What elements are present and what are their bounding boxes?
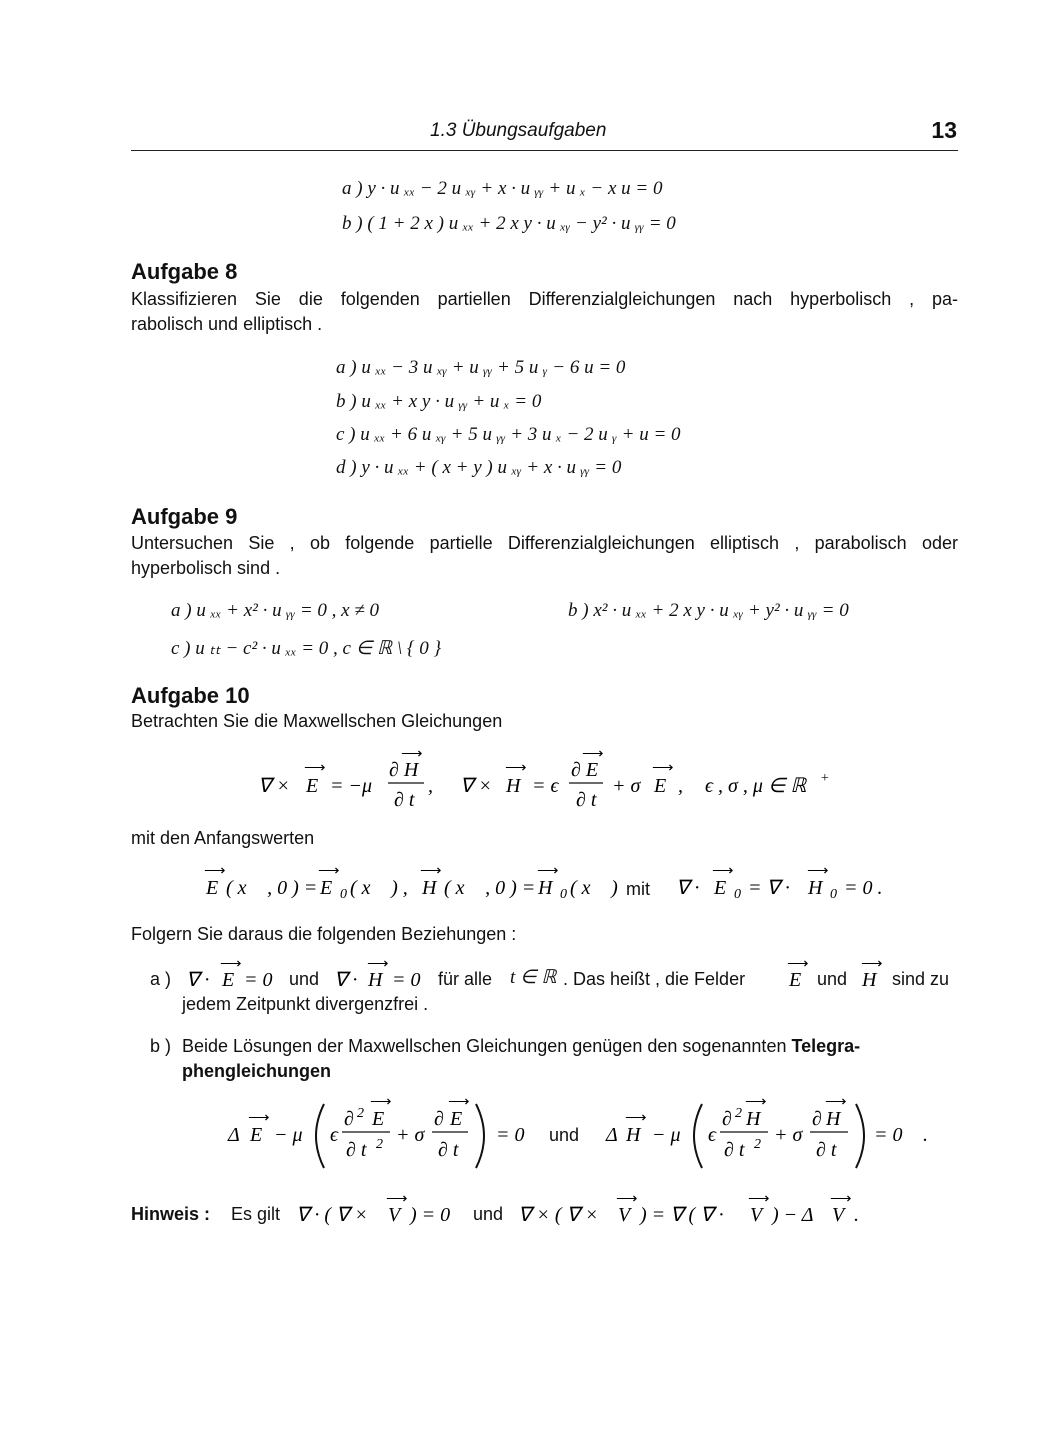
svg-text:H: H <box>808 877 823 899</box>
svg-text:∇ ·: ∇ · <box>676 877 700 899</box>
svg-text:∇ ·: ∇ · <box>186 969 210 991</box>
svg-text:Δ: Δ <box>606 1124 618 1146</box>
svg-text:E: E <box>654 775 667 797</box>
svg-text:V: V <box>388 1204 401 1226</box>
page-number: 13 <box>931 117 957 143</box>
item-a-H-vector <box>858 958 884 992</box>
svg-text:( x⃗ , 0 ) =: ( x⃗ , 0 ) = <box>226 877 318 899</box>
maxwell-equations <box>250 748 870 818</box>
svg-text:V: V <box>618 1204 631 1226</box>
aufgabe-10-intro: Betrachten Sie die Maxwellschen Gleichungen <box>131 711 503 731</box>
hinweis-label: Hinweis : <box>131 1204 211 1224</box>
svg-text:∂: ∂ <box>812 1108 822 1130</box>
svg-text:E: E <box>714 877 727 899</box>
svg-text:V: V <box>750 1204 763 1226</box>
svg-text:0: 0 <box>830 887 837 902</box>
svg-text:,: , <box>428 775 433 797</box>
svg-text:∂ t: ∂ t <box>394 789 415 811</box>
item-a-E-vector <box>785 958 811 992</box>
running-header-section: 1.3 Übungsaufgaben <box>430 120 607 141</box>
folgern-text: Folgern Sie daraus die folgenden Beziehungen : <box>131 924 517 944</box>
svg-text:⟶: ⟶ <box>505 760 527 776</box>
item-a-math-divH <box>330 958 440 992</box>
svg-text:⟶: ⟶ <box>448 1096 470 1110</box>
svg-text:∂ E: ∂ E <box>571 759 599 781</box>
svg-text:2: 2 <box>376 1137 383 1152</box>
svg-text:H: H <box>826 1108 841 1130</box>
item-a-math-divE <box>182 958 292 992</box>
svg-text:H: H <box>746 1108 761 1130</box>
item-a-und2: und <box>817 969 848 989</box>
svg-text:⟶: ⟶ <box>401 748 423 762</box>
svg-text:∂ t: ∂ t <box>438 1139 459 1161</box>
svg-text:( x⃗ ) ,: ( x⃗ ) , <box>350 877 408 899</box>
telegraph-equations <box>222 1096 942 1176</box>
svg-text:⟶: ⟶ <box>625 1110 647 1126</box>
heading-aufgabe-8: Aufgabe 8 <box>131 259 238 284</box>
equation-b: b ) ( 1 + 2 x ) u ₓₓ + 2 x y · u ₓᵧ − y² · u ᵧᵧ = 0 <box>342 213 676 234</box>
svg-text:⟶: ⟶ <box>807 863 829 879</box>
svg-text:⟶: ⟶ <box>220 958 242 972</box>
svg-text:( x⃗ , 0 ) =: ( x⃗ , 0 ) = <box>444 877 536 899</box>
a8-equation-a: a ) u ₓₓ − 3 u ₓᵧ + u ᵧᵧ + 5 u ᵧ − 6 u = 0 <box>336 357 626 378</box>
svg-text:E: E <box>372 1108 385 1130</box>
svg-text:⟶: ⟶ <box>616 1192 638 1207</box>
mit-word: mit <box>626 879 650 899</box>
a8-equation-b: b ) u ₓₓ + x y · u ᵧᵧ + u ₓ = 0 <box>336 391 542 412</box>
svg-text:+: + <box>820 771 830 786</box>
svg-text:,: , <box>678 775 683 797</box>
hinweis-und: und <box>473 1204 504 1224</box>
item-b-bold1: Telegra- <box>791 1036 861 1056</box>
svg-text:⟶: ⟶ <box>367 958 389 972</box>
svg-text:H: H <box>506 775 521 797</box>
svg-text:E: E <box>222 969 235 991</box>
svg-text:∂ t: ∂ t <box>816 1139 837 1161</box>
svg-text:∇ ×: ∇ × <box>258 775 290 797</box>
initial-conditions <box>200 862 920 906</box>
item-b-bold2: phengleichungen <box>182 1061 332 1081</box>
svg-text:∂: ∂ <box>722 1108 732 1130</box>
svg-text:H: H <box>368 969 383 991</box>
svg-text:2: 2 <box>754 1137 761 1152</box>
svg-text:( x⃗ ): ( x⃗ ) <box>570 877 618 899</box>
item-b-text: Beide Lösungen der Maxwellschen Gleichungen genügen den sogenannten <box>182 1036 787 1056</box>
svg-text:Δ: Δ <box>228 1124 240 1146</box>
svg-text:⟶: ⟶ <box>420 863 442 879</box>
aufgabe-9-text-line2: hyperbolisch sind . <box>131 558 281 578</box>
svg-text:⟶: ⟶ <box>386 1192 408 1207</box>
svg-text:) = ∇ ( ∇ ·: ) = ∇ ( ∇ · <box>640 1204 724 1226</box>
svg-text:⟶: ⟶ <box>745 1096 767 1110</box>
svg-text:) − Δ: ) − Δ <box>772 1204 814 1226</box>
item-a-fuer-alle: für alle <box>438 969 493 989</box>
svg-text:⟶: ⟶ <box>204 863 226 879</box>
svg-text:) = 0: ) = 0 <box>410 1204 451 1226</box>
svg-text:⟶: ⟶ <box>318 863 340 879</box>
svg-text:= 0: = 0 <box>392 969 421 991</box>
hinweis-es-gilt: Es gilt <box>231 1204 281 1224</box>
anfangswerte-text: mit den Anfangswerten <box>131 828 315 848</box>
svg-text:∇ ×: ∇ × <box>460 775 492 797</box>
svg-text:E: E <box>206 877 219 899</box>
item-a-text1: . Das heißt , die Felder <box>563 969 746 989</box>
svg-text:∂: ∂ <box>434 1108 444 1130</box>
svg-text:⟶: ⟶ <box>861 958 883 972</box>
svg-text:0: 0 <box>560 887 567 902</box>
svg-text:ϵ: ϵ <box>708 1124 717 1146</box>
header-rule <box>131 150 958 151</box>
svg-text:⟶: ⟶ <box>712 863 734 879</box>
svg-text:= 0 .: = 0 . <box>844 877 883 899</box>
svg-text:H: H <box>422 877 437 899</box>
svg-text:2: 2 <box>735 1106 742 1121</box>
item-a-line2: jedem Zeitpunkt divergenzfrei . <box>182 994 429 1014</box>
svg-text:ϵ , σ , μ ∈ ℝ: ϵ , σ , μ ∈ ℝ <box>705 775 807 797</box>
equation-a: a ) y · u ₓₓ − 2 u ₓᵧ + x · u ᵧᵧ + u ₓ − x u = 0 <box>342 178 663 199</box>
svg-text:∂ t: ∂ t <box>576 789 597 811</box>
svg-text:⟶: ⟶ <box>370 1096 392 1110</box>
svg-text:E: E <box>789 969 802 991</box>
svg-text:⟶: ⟶ <box>248 1110 270 1126</box>
svg-text:∂ t: ∂ t <box>346 1139 367 1161</box>
svg-text:∂ t: ∂ t <box>724 1139 745 1161</box>
svg-text:∇ ·: ∇ · <box>334 969 358 991</box>
heading-aufgabe-10: Aufgabe 10 <box>131 683 250 708</box>
hinweis-math-1 <box>292 1192 472 1228</box>
a8-equation-d: d ) y · u ₓₓ + ( x + y ) u ₓᵧ + x · u ᵧᵧ = 0 <box>336 457 622 478</box>
svg-text:.: . <box>854 1204 859 1226</box>
svg-text:ϵ: ϵ <box>330 1124 339 1146</box>
svg-text:= 0⃗ .: = 0⃗ . <box>874 1124 929 1146</box>
svg-text:⟶: ⟶ <box>787 958 809 972</box>
svg-text:= ϵ: = ϵ <box>532 775 559 797</box>
svg-text:∇ × ( ∇ ×: ∇ × ( ∇ × <box>518 1204 599 1226</box>
telegraph-und: und <box>549 1125 580 1145</box>
svg-text:∇ · ( ∇ ×: ∇ · ( ∇ × <box>296 1204 368 1226</box>
svg-text:E: E <box>320 877 333 899</box>
svg-text:⟶: ⟶ <box>830 1192 852 1207</box>
aufgabe-8-text-line2: rabolisch und elliptisch . <box>131 314 323 334</box>
hinweis-math-2 <box>514 1192 874 1228</box>
svg-text:V: V <box>832 1204 845 1226</box>
svg-text:+ σ: + σ <box>612 775 641 797</box>
aufgabe-9-text-line1: Untersuchen Sie , ob folgende partielle Differenzialgleichungen elliptisch , parabolisch oder <box>131 533 958 553</box>
svg-text:⟶: ⟶ <box>748 1192 770 1207</box>
a9-equation-b: b ) x² · u ₓₓ + 2 x y · u ₓᵧ + y² · u ᵧᵧ = 0 <box>568 600 849 621</box>
item-a-label: a ) <box>150 969 172 989</box>
svg-text:− μ: − μ <box>274 1124 303 1146</box>
svg-text:− μ: − μ <box>652 1124 681 1146</box>
svg-text:+ σ: + σ <box>774 1124 803 1146</box>
item-a-t-in-R: t ∈ ℝ <box>510 967 557 988</box>
svg-text:⟶: ⟶ <box>825 1096 847 1110</box>
item-b-line1 <box>182 1034 860 1059</box>
svg-text:∂: ∂ <box>344 1108 354 1130</box>
item-a-text2: sind zu <box>892 969 950 989</box>
a9-equation-a: a ) u ₓₓ + x² · u ᵧᵧ = 0 , x ≠ 0 <box>171 600 380 621</box>
svg-text:+ σ: + σ <box>396 1124 425 1146</box>
svg-text:H: H <box>862 969 877 991</box>
svg-text:= 0: = 0 <box>244 969 273 991</box>
svg-text:2: 2 <box>357 1106 364 1121</box>
a8-equation-c: c ) u ₓₓ + 6 u ₓᵧ + 5 u ᵧᵧ + 3 u ₓ − 2 u ᵧ + u = 0 <box>336 424 681 445</box>
svg-text:⟶: ⟶ <box>304 760 326 776</box>
item-b-label: b ) <box>150 1036 172 1056</box>
svg-text:0: 0 <box>734 887 741 902</box>
svg-text:= 0⃗: = 0⃗ <box>496 1124 541 1146</box>
svg-text:E: E <box>450 1108 463 1130</box>
svg-text:E: E <box>250 1124 263 1146</box>
svg-text:= ∇ ·: = ∇ · <box>748 877 790 899</box>
item-a-und: und <box>289 969 320 989</box>
aufgabe-8-text-line1: Klassifizieren Sie die folgenden partiellen Differenzialgleichungen nach hyperbolisch , pa- <box>131 289 958 309</box>
svg-text:H: H <box>626 1124 641 1146</box>
svg-text:= −μ: = −μ <box>330 775 373 797</box>
a9-equation-c: c ) u ₜₜ − c² · u ₓₓ = 0 , c ∈ ℝ \ { 0 } <box>171 638 442 659</box>
svg-text:⟶: ⟶ <box>652 760 674 776</box>
svg-text:⟶: ⟶ <box>537 863 559 879</box>
heading-aufgabe-9: Aufgabe 9 <box>131 504 238 529</box>
svg-text:H: H <box>538 877 553 899</box>
svg-text:0: 0 <box>340 887 347 902</box>
svg-text:∂ H: ∂ H <box>389 759 419 781</box>
svg-text:⟶: ⟶ <box>582 748 604 762</box>
svg-text:E: E <box>306 775 319 797</box>
